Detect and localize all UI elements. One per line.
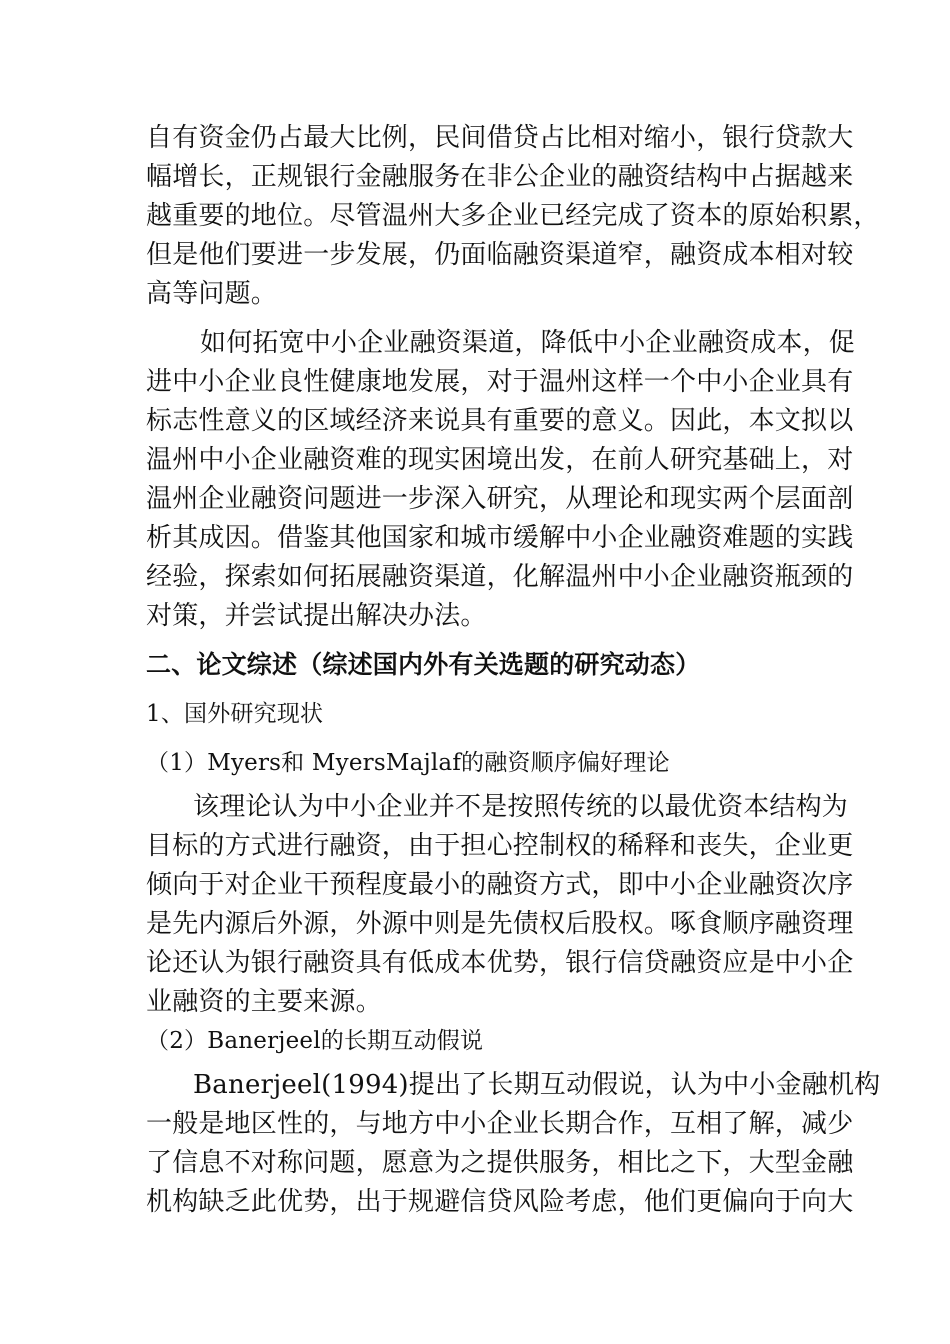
item-1-line-1: 该理论认为中小企业并不是按照传统的以最优资本结构为	[193, 792, 849, 822]
paragraph-1-line-2: 幅增长，正规银行金融服务在非公企业的融资结构中占据越来	[146, 162, 854, 192]
subsection-heading: 1、国外研究现状	[146, 701, 324, 727]
item-2-line-1: Banerjeel(1994)提出了长期互动假说，认为中小金融机构	[193, 1070, 881, 1100]
item-1-line-4: 是先内源后外源，外源中则是先债权后股权。啄食顺序融资理	[146, 909, 854, 939]
paragraph-2-line-1: 如何拓宽中小企业融资渠道，降低中小企业融资成本，促	[200, 328, 856, 358]
paragraph-2-line-4: 温州中小企业融资难的现实困境出发，在前人研究基础上，对	[146, 445, 854, 475]
paragraph-2-line-8: 对策，并尝试提出解决办法。	[146, 601, 487, 631]
paragraph-1-line-4: 但是他们要进一步发展，仍面临融资渠道窄，融资成本相对较	[146, 240, 854, 270]
item-2-line-2: 一般是地区性的，与地方中小企业长期合作，互相了解，减少	[146, 1109, 854, 1139]
item-1-line-2: 目标的方式进行融资，由于担心控制权的稀释和丧失，企业更	[146, 831, 854, 861]
paragraph-1-line-5: 高等问题。	[146, 279, 278, 309]
item-1-line-6: 业融资的主要来源。	[146, 987, 382, 1017]
paragraph-2-line-2: 进中小企业良性健康地发展，对于温州这样一个中小企业具有	[146, 367, 854, 397]
paragraph-2-line-6: 析其成因。借鉴其他国家和城市缓解中小企业融资难题的实践	[146, 523, 854, 553]
paragraph-2-line-7: 经验，探索如何拓展融资渠道，化解温州中小企业融资瓶颈的	[146, 562, 854, 592]
item-1-title: （1）Myers和 MyersMajlaf的融资顺序偏好理论	[146, 750, 670, 776]
item-1-line-5: 论还认为银行融资具有低成本优势，银行信贷融资应是中小企	[146, 948, 854, 978]
item-1-line-3: 倾向于对企业干预程度最小的融资方式，即中小企业融资次序	[146, 870, 854, 900]
item-2-title: （2）Banerjeel的长期互动假说	[146, 1028, 484, 1054]
paragraph-2-line-5: 温州企业融资问题进一步深入研究，从理论和现实两个层面剖	[146, 484, 854, 514]
section-heading: 二、论文综述（综述国内外有关选题的研究动态）	[146, 650, 701, 679]
item-2-line-4: 机构缺乏此优势，出于规避信贷风险考虑，他们更偏向于向大	[146, 1187, 854, 1217]
paragraph-2-line-3: 标志性意义的区域经济来说具有重要的意义。因此，本文拟以	[146, 406, 854, 436]
paragraph-1-line-1: 自有资金仍占最大比例，民间借贷占比相对缩小，银行贷款大	[146, 123, 854, 153]
paragraph-1-line-3: 越重要的地位。尽管温州大多企业已经完成了资本的原始积累，	[146, 201, 880, 231]
item-2-line-3: 了信息不对称问题，愿意为之提供服务，相比之下，大型金融	[146, 1148, 854, 1178]
